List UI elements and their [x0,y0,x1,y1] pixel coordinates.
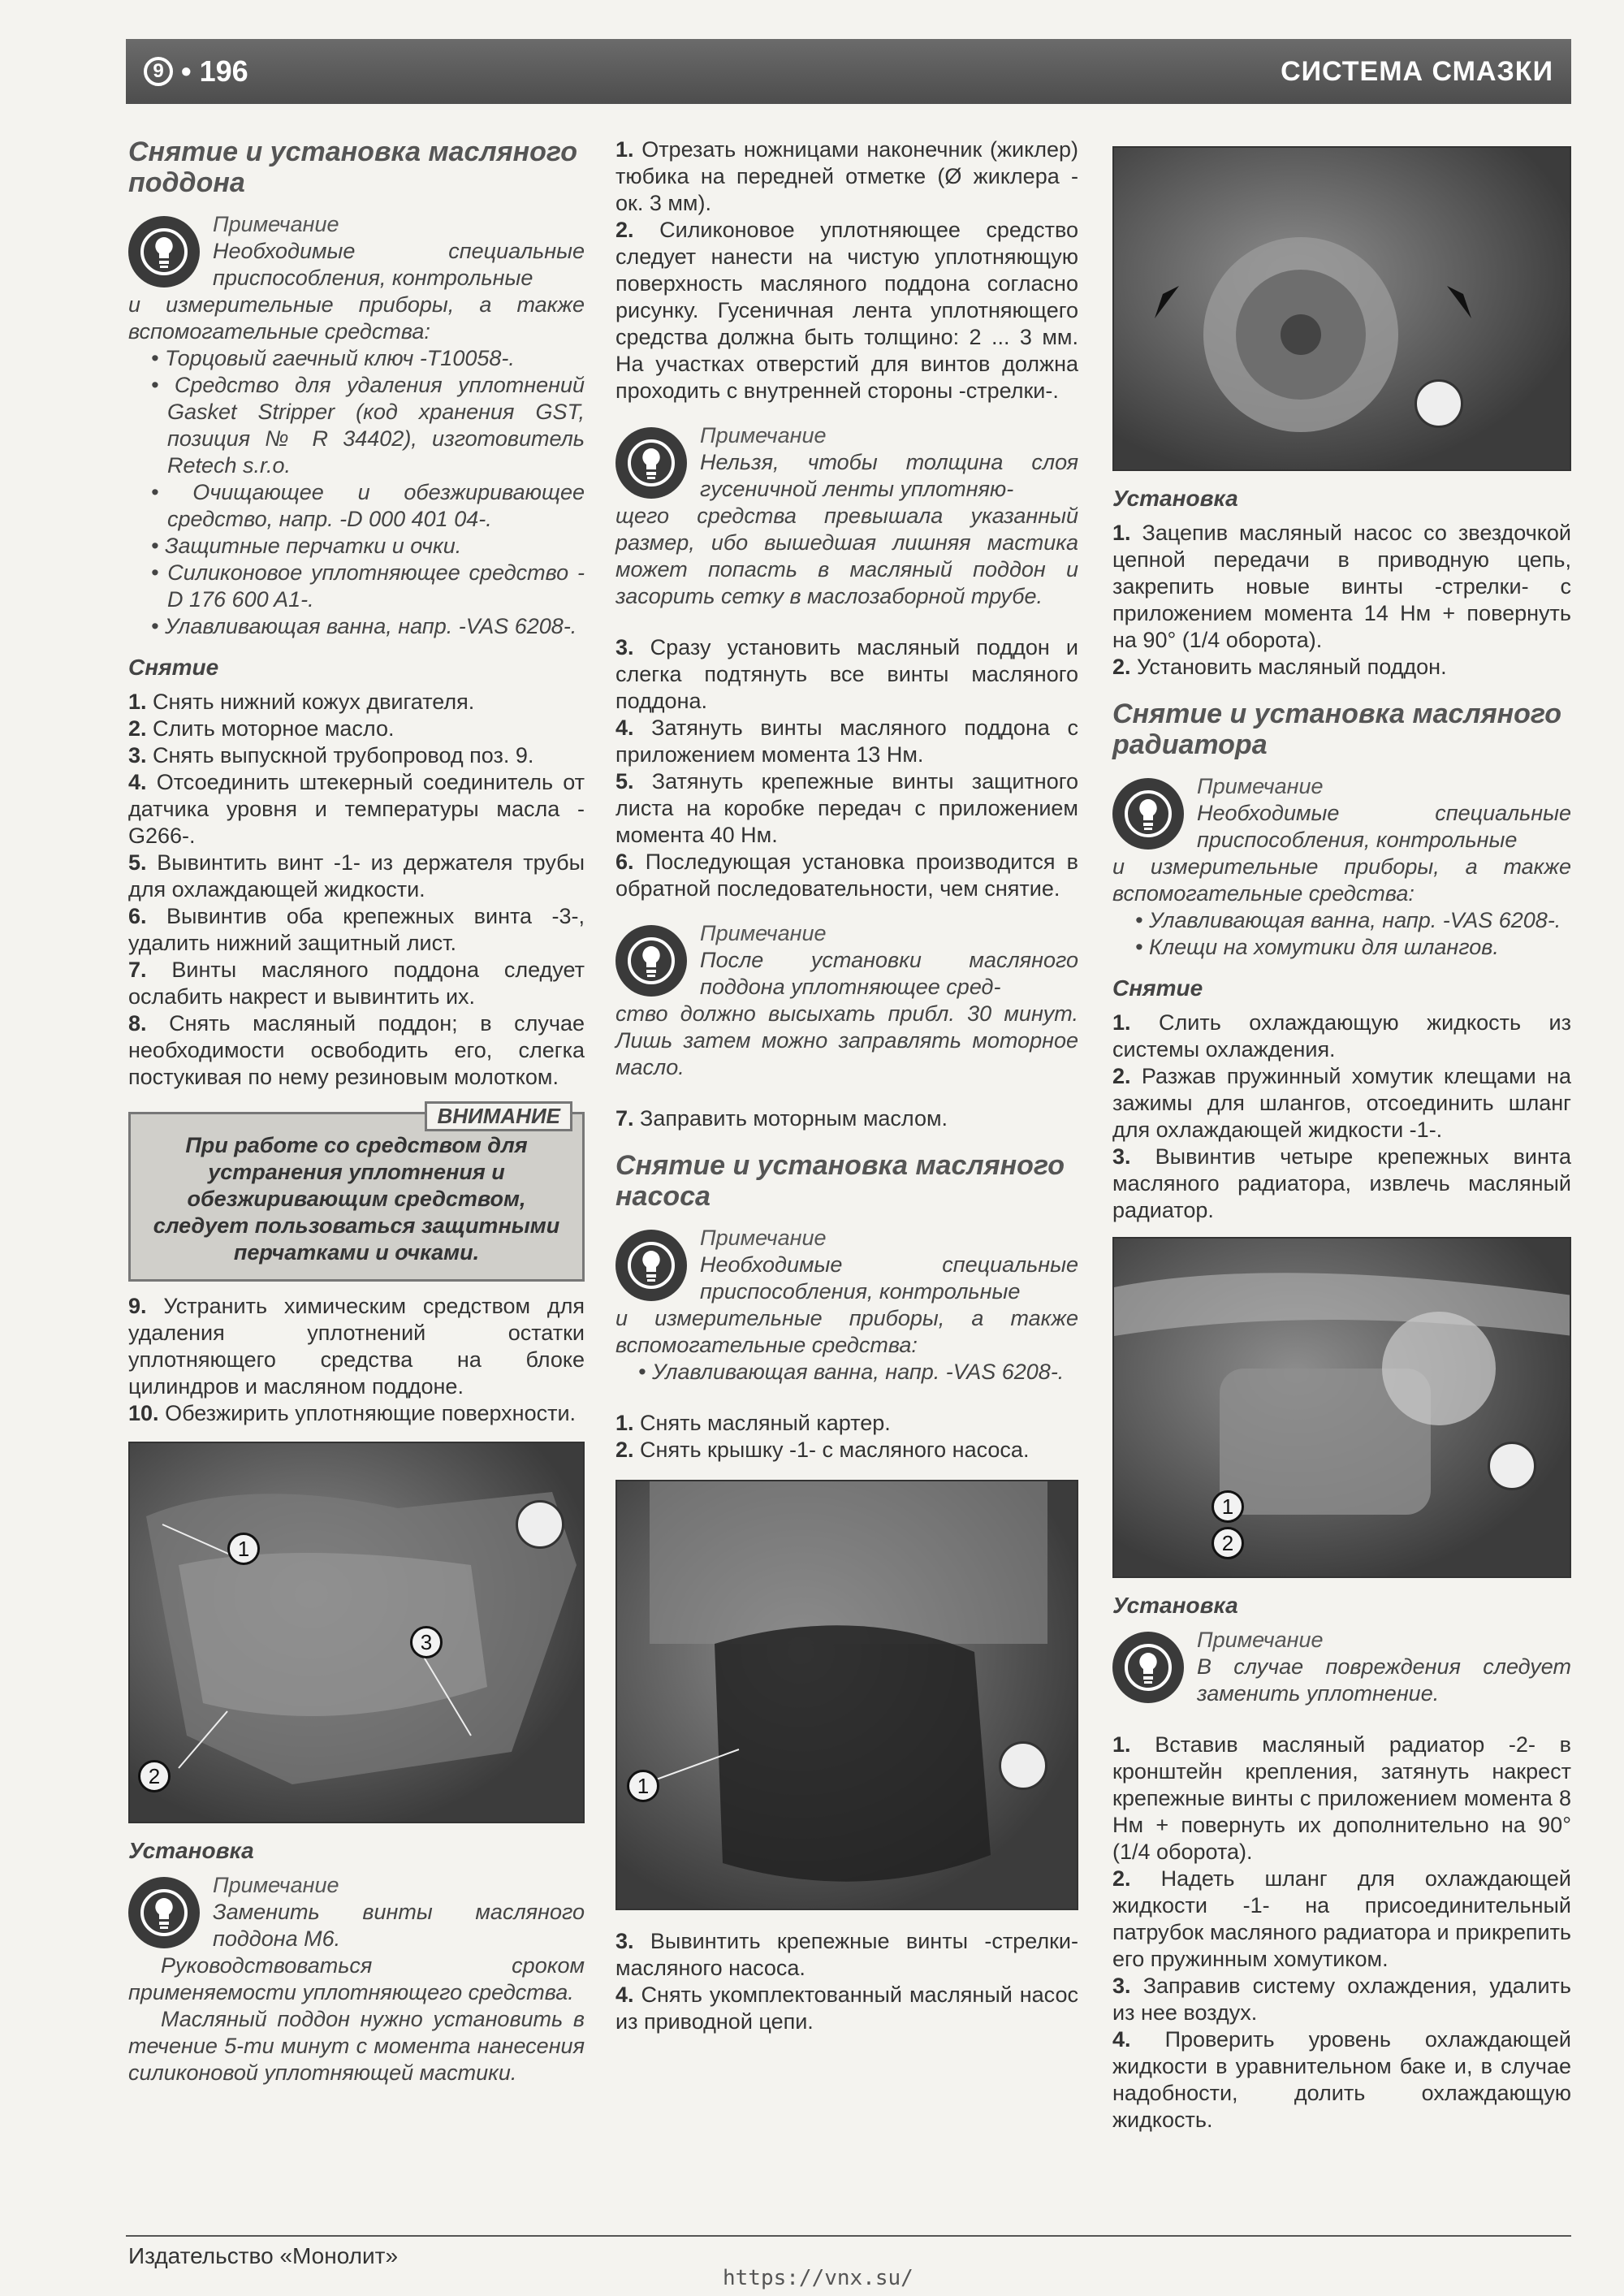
list-item: 3. Снять выпускной трубопровод поз. 9. [128,743,534,767]
pump-sprocket-photo [1112,146,1571,471]
step-list [615,1410,1078,1464]
list-item: 8. Снять масляный поддон; в случае необходимости освободить его, слегка постукивая по нему резиновым молотком. [128,1011,585,1089]
lightbulb-icon [615,925,687,997]
source-url-link[interactable]: https://vnx.su/ [723,2266,914,2290]
list-item: 1. Отрезать ножницами наконечник (жиклер) тюбика на передней отметке (Ø жиклера - ок. 3 мм). [615,137,1078,215]
publisher-text: Издательство «Монолит» [128,2243,399,2268]
note-block [128,1872,585,2086]
list-item: 2. Силиконовое уплотняющее средство следует нанести на чистую уплотняющую поверхность масляного поддона согласно рисунку. Гусеничная лента уплотняющего средства должна быть толщино: 2 ... 3 мм. На участках отверстий для винтов должна проходить с внутренней стороны -стрелки-. [615,218,1078,403]
list-item: 2. Снять крышку -1- с масляного насоса. [615,1438,1030,1462]
callout-2: 2 [1212,1527,1244,1559]
note-block [1112,1627,1571,1707]
note-title: Примечание [700,1226,827,1250]
note-text: и измерительные приборы, а также вспомогательные средства: [1112,854,1571,906]
note-text: Масляный поддон нужно установить в течение 5-ти минут с момента нанесения силиконовой уплотняющей мастики. [128,2007,585,2085]
note-block [615,1225,1078,1386]
list-item: 4. Затянуть винты масляного поддона с приложением момента 13 Нм. [615,716,1078,767]
step-list [128,1293,585,1427]
list-item: 4. Отсоединить штекерный соединитель от датчика уровня и температуры масла -G266-. [128,770,585,848]
list-item: 6. Вывинтив оба крепежных винта -3-, удалить нижний защитный лист. [128,904,585,955]
callout-2: 2 [138,1760,171,1792]
note-title: Примечание [213,212,339,236]
page-header [126,39,1571,104]
note-title: Примечание [213,1873,339,1897]
note-text: и измерительные приборы, а также вспомогательные средства: [128,292,585,344]
list-item: 1. Вставив масляный радиатор -2- в кронштейн крепления, затянуть накрест крепежные винты с приложением момента 8 Нм + повернуть их дополнительно на 90° (1/4 оборота). [1112,1732,1571,1864]
warning-label: ВНИМАНИЕ [425,1101,572,1131]
list-item: 2. Разжав пружинный хомутик клещами на зажимы для шлангов, отсоединить шланг для охлаждающей жидкости -1-. [1112,1064,1571,1142]
section-heading: Снятие и установка масляного насоса [615,1150,1065,1212]
callout-1: 1 [1212,1490,1244,1523]
lightbulb-icon [128,216,200,288]
logo-mark [999,1741,1047,1790]
subheading: Снятие [128,655,219,680]
lightbulb-icon [1112,1632,1184,1703]
logo-mark [1415,379,1463,428]
warning-box [128,1104,585,1282]
list-item: 1. Снять масляный картер. [615,1411,891,1435]
logo-mark [516,1500,564,1549]
list-item: • Улавливающая ванна, напр. -VAS 6208-. [615,1359,1078,1386]
callout-1: 1 [227,1533,260,1565]
note-text: Необходимые специальные приспособления, контрольные [213,239,585,290]
section-heading: Снятие и установка масляного радиатора [1112,698,1561,760]
subheading: Установка [1112,486,1238,511]
callout-3: 3 [410,1626,443,1658]
list-item: 3. Вывинтить крепежные винты -стрелки- масляного насоса. [615,1929,1078,1980]
note-title: Примечание [700,423,827,448]
list-item: 3. Вывинтив четыре крепежных винта масляного радиатора, извлечь масляный радиатор. [1112,1144,1571,1222]
note-text: щего средства превышала указанный размер, ибо вышедшая лишняя мастика может попасть в масляный поддон и засорить сетку в маслозаборной трубе. [615,504,1078,608]
page-number: • 196 [181,54,248,88]
list-item: 2. Установить масляный поддон. [1112,655,1447,679]
list-item: • Средство для удаления уплотнений Gasket Stripper (код хранения GST, позиция № R 34402), изготовитель Retech s.r.o. [128,372,585,479]
list-item: 1. Зацепив масляный насос со звездочкой цепной передачи в приводную цепь, закрепить новые винты -стрелки- с приложением момента 14 Нм + повернуть на 90° (1/4 оборота). [1112,521,1571,652]
column-1 [128,136,585,2093]
note-title: Примечание [1197,1628,1324,1652]
column-2 [615,136,1078,2035]
note-text: Заменить винты масляного поддона M6. [213,1900,585,1951]
list-item: 1. Слить охлаждающую жидкость из системы охлаждения. [1112,1010,1571,1062]
callout-1: 1 [627,1770,659,1802]
list-item: • Торцовый гаечный ключ -T10058-. [128,345,585,372]
step-list [615,1928,1078,2035]
note-text: В случае повреждения следует заменить уплотнение. [1197,1654,1571,1706]
list-item: 1. Снять нижний кожух двигателя. [128,690,475,714]
list-item: 2. Надеть шланг для охлаждающей жидкости -1- на присоединительный патрубок масляного радиатора и прикрепить его пружинным хомутиком. [1112,1866,1571,1971]
note-block [615,422,1078,610]
footer-divider [126,2235,1571,2237]
chapter-badge: 9 [144,57,173,86]
list-item: 5. Вывинтить винт -1- из держателя трубы для охлаждающей жидкости. [128,850,585,902]
list-item: 3. Сразу установить масляный поддон и слегка подтянуть все винты масляного поддона. [615,635,1078,713]
list-item: • Улавливающая ванна, напр. -VAS 6208-. [128,613,585,640]
lightbulb-icon [615,427,687,499]
list-item: • Силиконовое уплотняющее средство -D 176 600 A1-. [128,560,585,613]
note-text: После установки масляного поддона уплотняющее сред- [700,948,1078,999]
list-item: 9. Устранить химическим средством для удаления уплотнений остатки уплотняющего средства на блоке цилиндров и масляном поддоне. [128,1294,585,1399]
note-text: и измерительные приборы, а также вспомогательные средства: [615,1306,1078,1357]
step-list [128,689,585,1091]
note-block [128,211,585,640]
list-item: 5. Затянуть крепежные винты защитного листа на коробке передач с приложением момента 40 Нм. [615,769,1078,847]
subheading: Установка [128,1838,254,1863]
note-title: Примечание [1197,774,1324,798]
list-item: 2. Слить моторное масло. [128,716,395,741]
section-heading: Снятие и установка масляного поддона [128,136,577,198]
list-item: 10. Обезжирить уплотняющие поверхности. [128,1401,577,1425]
note-title: Примечание [700,921,827,945]
lightbulb-icon [615,1230,687,1301]
step-list [615,634,1078,902]
list-item: 3. Заправив систему охлаждения, удалить из нее воздух. [1112,1974,1571,2025]
lightbulb-icon [1112,778,1184,850]
step-list [615,136,1078,404]
step-list [1112,1732,1571,2134]
list-item: 6. Последующая установка производится в обратной последовательности, чем снятие. [615,850,1078,901]
note-text: Необходимые специальные приспособления, контрольные [1197,801,1571,852]
list-item: • Клещи на хомутики для шлангов. [1112,934,1571,961]
note-block [1112,773,1571,961]
oil-cooler-photo [1112,1237,1571,1578]
oil-pump-photo [615,1480,1078,1910]
step-list [1112,1010,1571,1224]
note-text: Нельзя, чтобы толщина слоя гусеничной ленты уплотняю- [700,450,1078,501]
note-text: Руководствоваться сроком применяемости уплотняющего средства. [128,1953,585,2004]
list-item: • Очищающее и обезжиривающее средство, напр. -D 000 401 04-. [128,479,585,533]
subheading: Снятие [1112,975,1203,1001]
warning-text: При работе со средством для устранения уплотнения и обезжиривающим средством, следует пользоваться защитными перчатками и очками. [153,1133,560,1265]
list-item: 7. Винты масляного поддона следует ослабить накрест и вывинтить их. [128,958,585,1009]
column-3 [1112,146,1571,2134]
lightbulb-icon [128,1877,200,1948]
list-item: 7. Заправить моторным маслом. [615,1106,948,1131]
list-item: 4. Проверить уровень охлаждающей жидкости в уравнительном баке и, в случае надобности, долить охлаждающую жидкость. [1112,2027,1571,2132]
section-title: СИСТЕМА СМАЗКИ [1281,55,1553,87]
logo-mark [1488,1442,1536,1490]
list-item: 4. Снять укомплектованный масляный насос из приводной цепи. [615,1983,1078,2034]
step-list [1112,520,1571,681]
note-text: ство должно высыхать прибл. 30 минут. Лишь затем можно заправлять моторное масло. [615,1001,1078,1079]
oil-pan-photo [128,1442,585,1823]
note-text: Необходимые специальные приспособления, контрольные [700,1252,1078,1304]
list-item: • Улавливающая ванна, напр. -VAS 6208-. [1112,907,1571,934]
note-block [615,920,1078,1081]
list-item: • Защитные перчатки и очки. [128,533,585,560]
subheading: Установка [1112,1593,1238,1618]
